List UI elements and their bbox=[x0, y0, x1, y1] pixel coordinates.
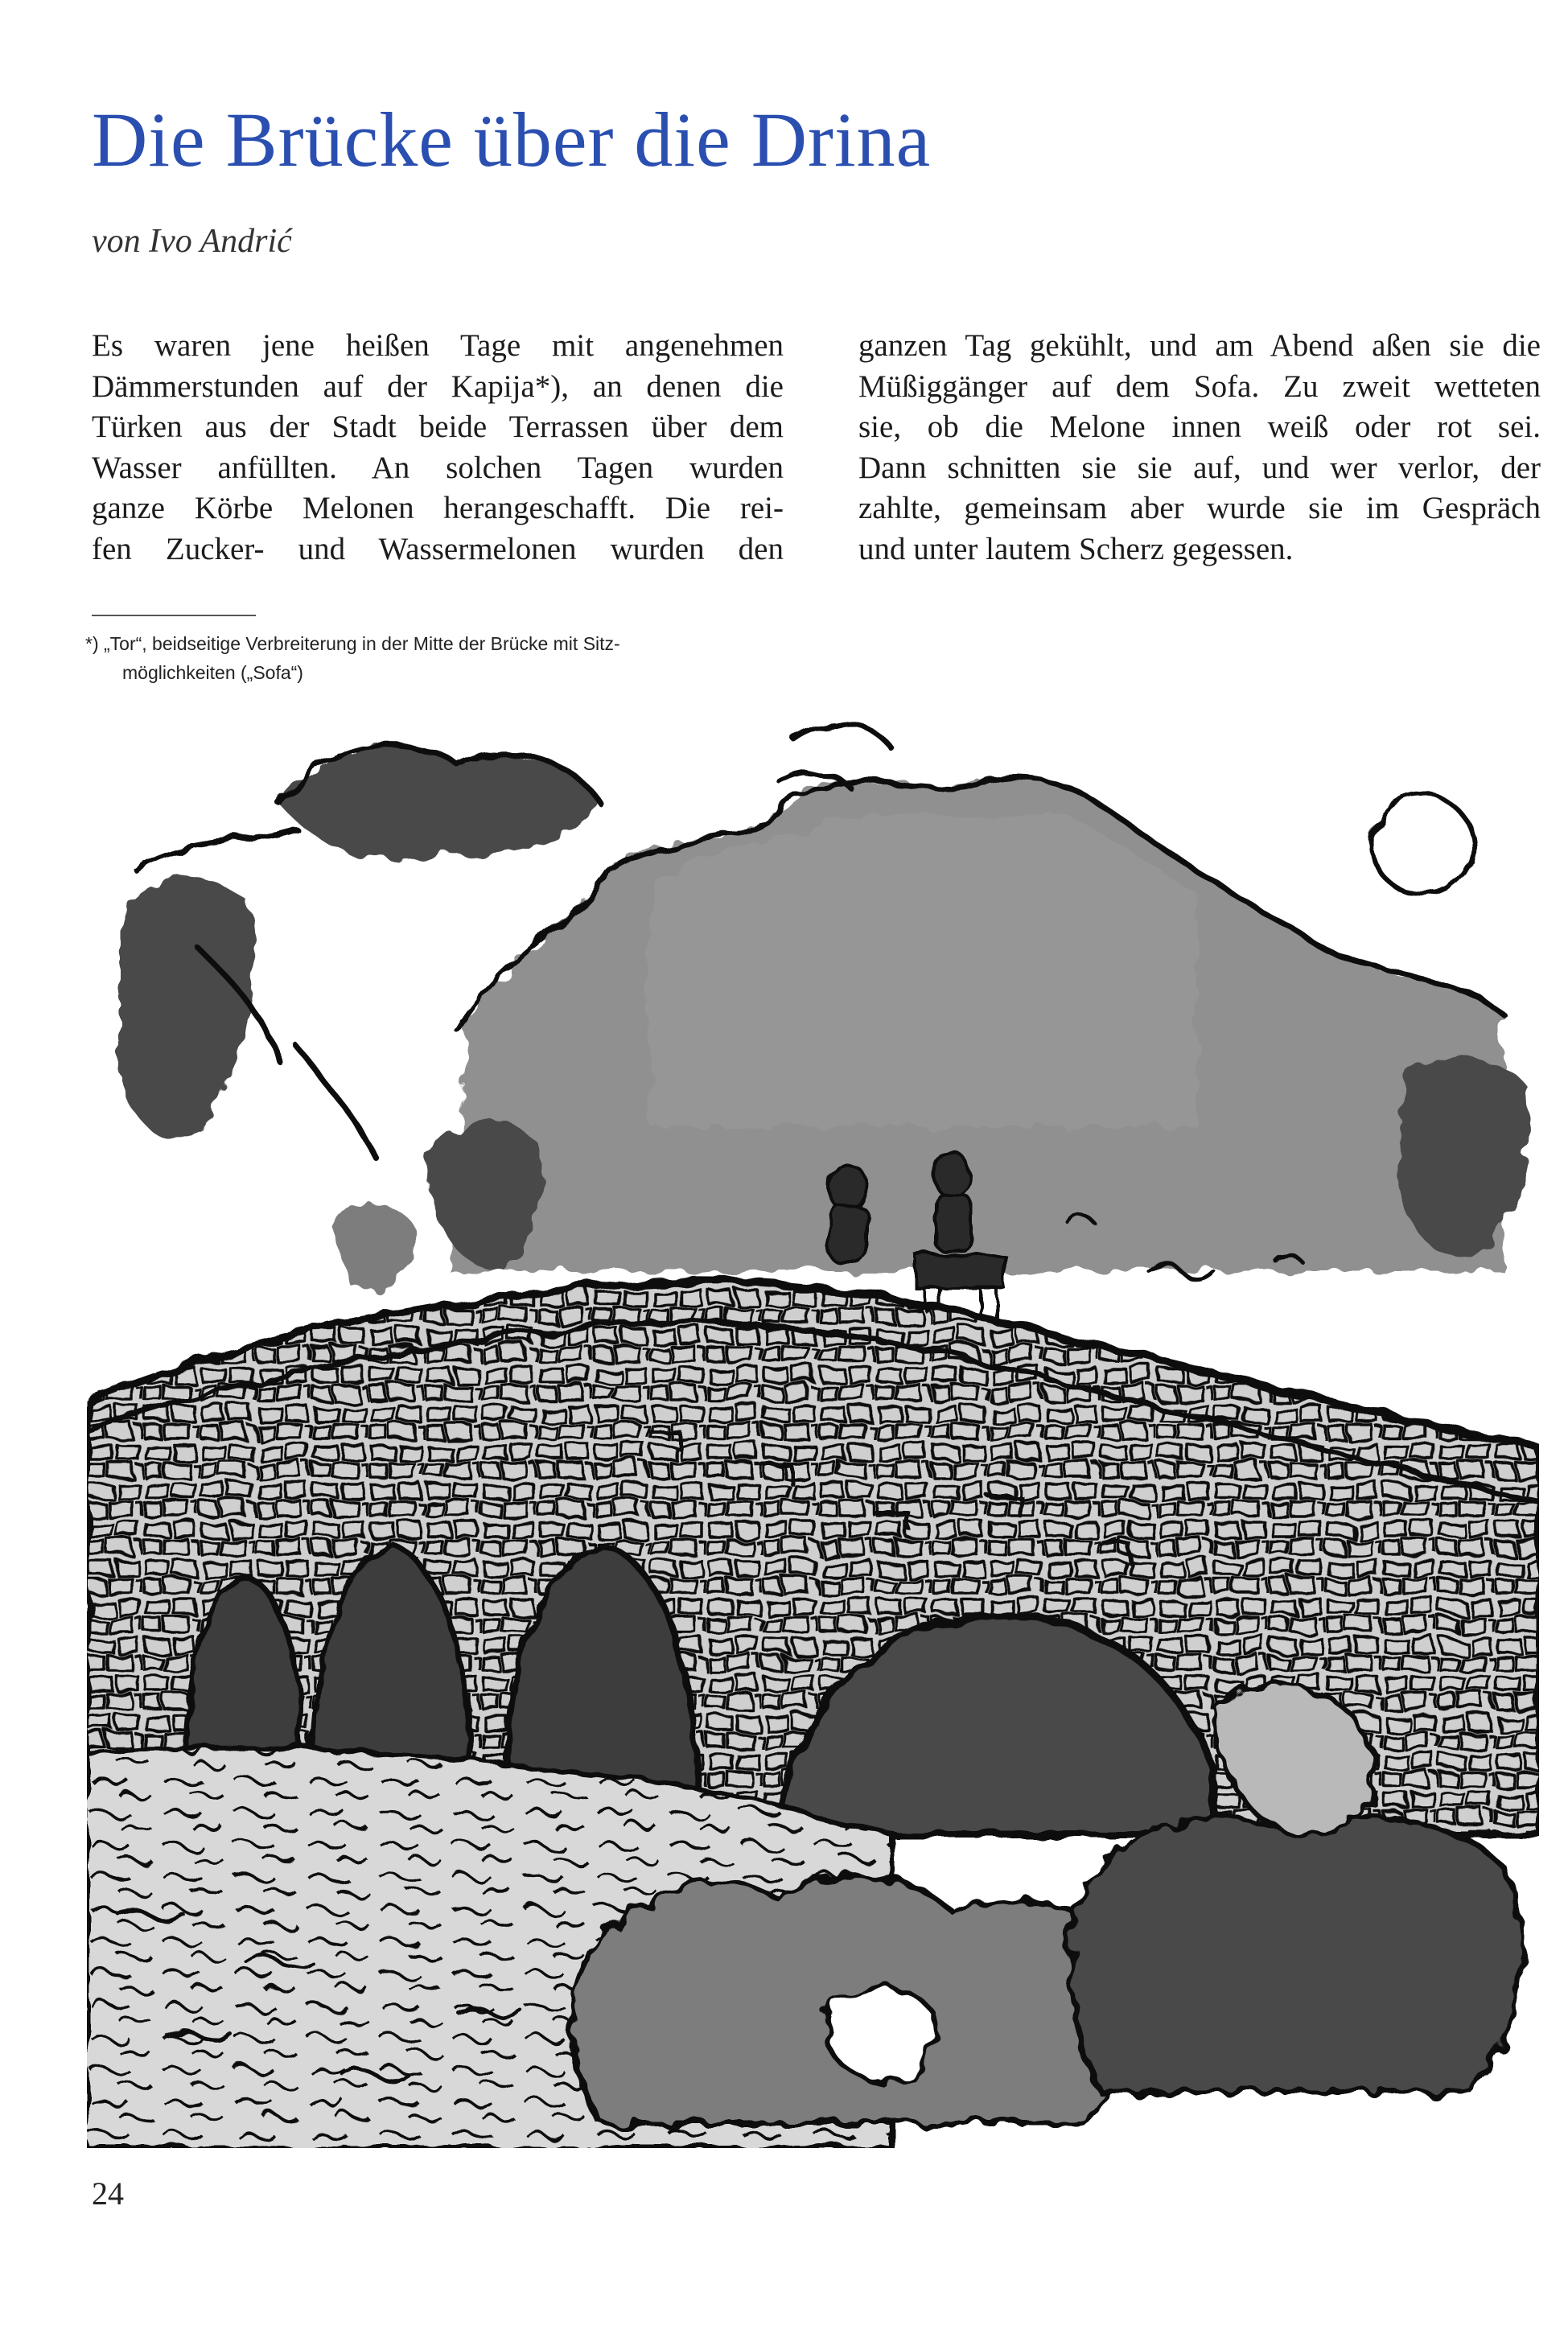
footnote-line: möglichkeiten („Sofa“) bbox=[122, 662, 303, 683]
body-line: Dann schnitten sie sie auf, und wer verlor, der bbox=[858, 450, 1541, 485]
body-line: sie, ob die Melone innen weiß oder rot sei. bbox=[858, 410, 1541, 444]
footnote-divider bbox=[92, 615, 256, 616]
body-line: Es waren jene heißen Tage mit angenehmen bbox=[92, 328, 784, 363]
body-line: und unter lautem Scherz gegessen. bbox=[858, 531, 1294, 566]
stone-bridge-illustration-icon bbox=[87, 708, 1539, 2148]
body-column-left bbox=[92, 326, 784, 570]
footnote-line: *) „Tor“, beidseitige Verbreiterung in der Mitte der Brücke mit Sitz- bbox=[85, 633, 620, 654]
body-line: zahlte, gemeinsam aber wurde sie im Gespräch bbox=[858, 491, 1541, 525]
article-title: Die Brücke über die Drina bbox=[92, 97, 932, 183]
body-line: ganzen Tag gekühlt, und am Abend aßen sie die bbox=[858, 328, 1541, 363]
article-author: von Ivo Andrić bbox=[92, 223, 292, 260]
body-line: Wasser anfüllten. An solchen Tagen wurden bbox=[92, 450, 784, 485]
body-column-right bbox=[858, 326, 1541, 570]
page-number: 24 bbox=[92, 2175, 124, 2212]
body-line: ganze Körbe Melonen herangeschafft. Die rei- bbox=[92, 491, 784, 525]
body-line: Müßiggänger auf dem Sofa. Zu zweit wetteten bbox=[858, 368, 1541, 404]
footnote bbox=[85, 629, 793, 687]
body-line: Türken aus der Stadt beide Terrassen über dem bbox=[92, 410, 784, 444]
body-line: fen Zucker- und Wassermelonen wurden den bbox=[92, 531, 784, 566]
body-line: Dämmerstunden auf der Kapija*), an denen die bbox=[92, 368, 784, 404]
